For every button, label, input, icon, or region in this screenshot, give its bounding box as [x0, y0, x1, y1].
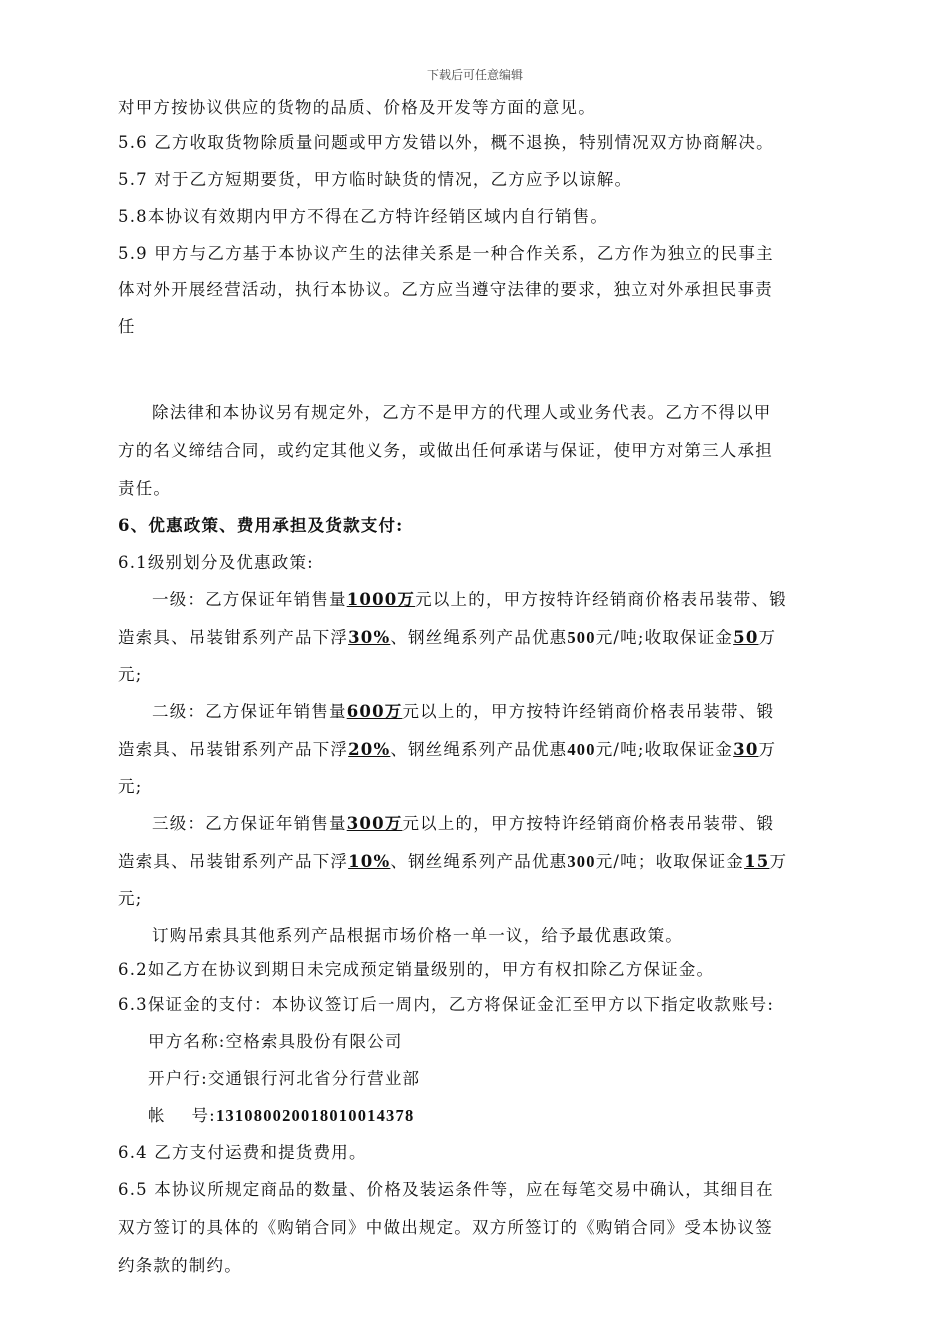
- agency-paragraph-line2: 方的名义缔结合同，或约定其他义务，或做出任何承诺与保证，使甲方对第三人承担: [118, 440, 773, 460]
- agency-paragraph-line1: 除法律和本协议另有规定外，乙方不是甲方的代理人或业务代表。乙方不得以甲: [152, 402, 772, 422]
- level-2-line1: 二级：乙方保证年销售量600万元以上的，甲方按特许经销商价格表吊装带、锻: [152, 701, 775, 721]
- clause-5-9-line1: 5.9 甲方与乙方基于本协议产生的法律关系是一种合作关系，乙方作为独立的民事主: [118, 243, 774, 263]
- clause-5-7: 5.7 对于乙方短期要货，甲方临时缺货的情况，乙方应予以谅解。: [118, 169, 633, 189]
- clause-6-5-line2: 双方签订的具体的《购销合同》中做出规定。双方所签订的《购销合同》受本协议签: [118, 1217, 773, 1237]
- level-1-discount: 30%: [348, 627, 391, 647]
- clause-5-9-line3: 任: [118, 316, 136, 336]
- level-3-discount: 10%: [348, 851, 391, 871]
- level-2-deposit: 30: [733, 739, 759, 759]
- level-3-sales-amount: 300万: [346, 813, 403, 833]
- level-3-price: 300: [567, 851, 596, 871]
- level-1-line1: 一级：乙方保证年销售量1000万元以上的，甲方按特许经销商价格表吊装带、锻: [152, 589, 787, 609]
- section-6-heading: 6、优惠政策、费用承担及货款支付:: [118, 515, 404, 535]
- clause-6-2: 6.2如乙方在协议到期日未完成预定销量级别的，甲方有权扣除乙方保证金。: [118, 960, 715, 979]
- account-bank-row: 开户行:交通银行河北省分行营业部: [148, 1068, 421, 1088]
- level-1-deposit: 50: [733, 627, 759, 647]
- level-1-price: 500: [567, 627, 596, 647]
- account-number-row: 帐 号:131080020018010014378: [148, 1105, 415, 1125]
- level-2-sales-amount: 600万: [346, 701, 403, 721]
- clause-6-4: 6.4 乙方支付运费和提货费用。: [118, 1142, 367, 1162]
- account-name-row: 甲方名称:空格索具股份有限公司: [148, 1031, 403, 1051]
- clause-5-9-line2: 体对外开展经营活动，执行本协议。乙方应当遵守法律的要求，独立对外承担民事责: [118, 279, 773, 299]
- account-name: 空格索具股份有限公司: [225, 1031, 403, 1051]
- document-body: [118, 96, 830, 1278]
- level-3-deposit: 15: [744, 851, 770, 871]
- level-1-line3: 元;: [118, 664, 143, 684]
- clause-5-8: 5.8本协议有效期内甲方不得在乙方特许经销区域内自行销售。: [118, 206, 609, 226]
- clause-6-3: 6.3保证金的支付：本协议签订后一周内，乙方将保证金汇至甲方以下指定收款账号:: [118, 994, 775, 1014]
- account-bank: 交通银行河北省分行营业部: [207, 1068, 421, 1088]
- agency-paragraph-line3: 责任。: [118, 478, 172, 498]
- level-2-discount: 20%: [348, 739, 391, 759]
- clause-5-5-cont: 对甲方按协议供应的货物的品质、价格及开发等方面的意见。: [118, 98, 596, 117]
- page-header: 下载后可任意编辑: [426, 68, 523, 82]
- clause-6-1: 6.1级别划分及优惠政策:: [118, 552, 314, 572]
- level-3-line2: 造索具、吊装钳系列产品下浮10%、钢丝绳系列产品优惠300元/吨；收取保证金15万: [118, 851, 788, 871]
- other-products-policy: 订购吊索具其他系列产品根据市场价格一单一议，给予最优惠政策。: [152, 925, 683, 945]
- clause-5-6: 5.6 乙方收取货物除质量问题或甲方发错以外，概不退换，特别情况双方协商解决。: [118, 132, 774, 152]
- level-3-line3: 元;: [118, 888, 143, 908]
- level-2-line3: 元;: [118, 776, 143, 796]
- level-3-line1: 三级：乙方保证年销售量300万元以上的，甲方按特许经销商价格表吊装带、锻: [152, 813, 775, 833]
- level-2-line2: 造索具、吊装钳系列产品下浮20%、钢丝绳系列产品优惠400元/吨;收取保证金30万: [118, 739, 777, 759]
- clause-6-5-line3: 约条款的制约。: [118, 1255, 242, 1275]
- level-1-line2: 造索具、吊装钳系列产品下浮30%、钢丝绳系列产品优惠500元/吨;收取保证金50万: [118, 627, 777, 647]
- level-2-price: 400: [567, 739, 596, 759]
- account-number: 131080020018010014378: [215, 1105, 415, 1125]
- clause-6-5-line1: 6.5 本协议所规定商品的数量、价格及装运条件等，应在每笔交易中确认，其细目在: [118, 1179, 774, 1199]
- level-1-sales-amount: 1000万: [346, 589, 416, 609]
